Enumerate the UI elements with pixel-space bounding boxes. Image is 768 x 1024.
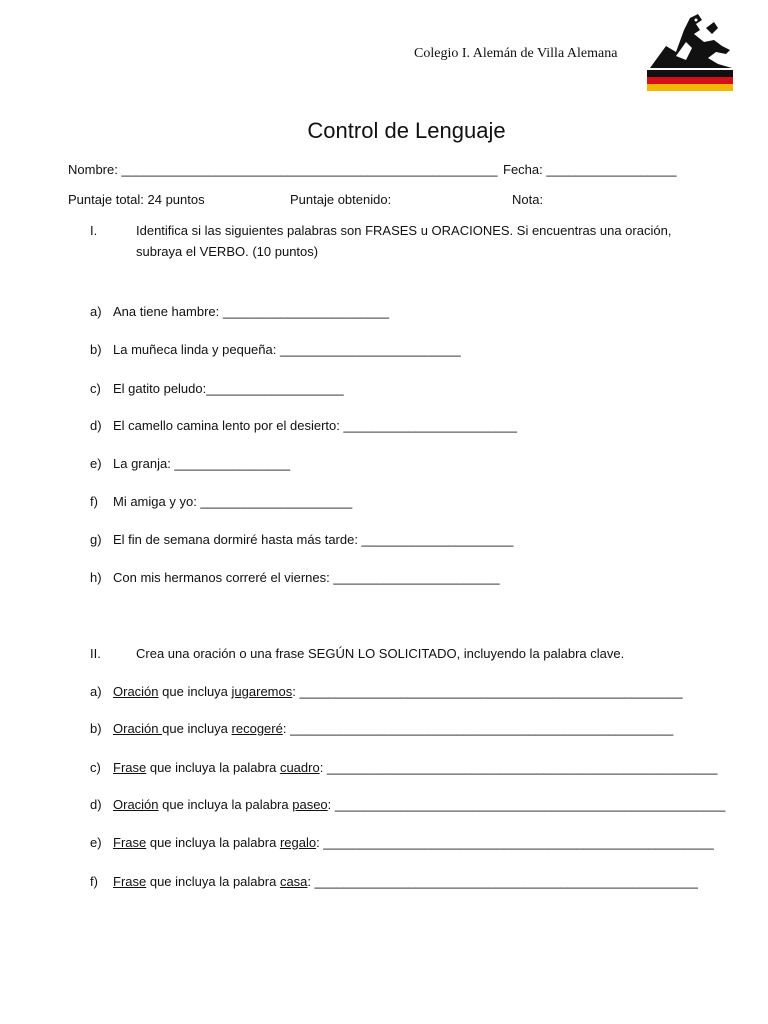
- item-middle: que incluya la palabra: [146, 874, 280, 889]
- section1-instruction-line2: subraya el VERBO. (10 puntos): [136, 244, 319, 259]
- school-name: Colegio I. Alemán de Villa Alemana: [414, 46, 618, 61]
- item-keyword: jugaremos: [231, 684, 293, 699]
- item-letter: c): [90, 381, 101, 396]
- item-keyword: regalo: [279, 835, 317, 850]
- item-keyword: recogeré: [231, 721, 283, 736]
- item-letter: h): [90, 570, 102, 585]
- puntaje-obtenido: Puntaje obtenido:: [290, 192, 392, 207]
- item-middle: que incluya: [162, 721, 232, 736]
- item-letter: a): [90, 304, 102, 319]
- item-keyword: cuadro: [279, 760, 320, 775]
- item-letter: d): [90, 797, 102, 812]
- nombre-field: [68, 162, 497, 177]
- item-text: [113, 684, 683, 699]
- item-tail: : _____________________________________________________: [307, 874, 698, 889]
- item-letter: e): [90, 835, 102, 850]
- item-tail: : ______________________________________________________: [316, 835, 714, 850]
- item-text: Con mis hermanos correré el viernes: _______________________: [113, 570, 500, 585]
- item-text: [113, 874, 698, 889]
- item-text: El gatito peludo:___________________: [113, 381, 344, 396]
- item-middle: que incluya la palabra: [146, 835, 280, 850]
- nombre-label: Nombre:: [68, 162, 118, 177]
- fecha-label: Fecha:: [503, 162, 543, 177]
- item-letter: c): [90, 760, 101, 775]
- item-text: Ana tiene hambre: _______________________: [113, 304, 390, 319]
- nota-field: Nota:: [512, 192, 544, 207]
- page-title: Control de Lenguaje: [307, 118, 506, 143]
- item-letter: a): [90, 684, 102, 699]
- eagle-icon: [646, 12, 732, 70]
- puntaje-total: Puntaje total: 24 puntos: [68, 192, 205, 207]
- item-middle: que incluya: [158, 684, 232, 699]
- item-text: El camello camina lento por el desierto: ________________________: [113, 418, 518, 433]
- item-tail: : _____________________________________________________: [282, 721, 674, 736]
- item-letter: e): [90, 456, 102, 471]
- item-text: [113, 835, 714, 850]
- school-logo: [646, 12, 732, 92]
- item-middle: que incluya la palabra: [158, 797, 293, 812]
- item-letter: d): [90, 418, 102, 433]
- section2-numeral: II.: [90, 646, 101, 661]
- item-type: Oración: [113, 684, 159, 699]
- item-type: Frase: [113, 874, 147, 889]
- section1-numeral: I.: [90, 223, 98, 238]
- item-text: [113, 760, 717, 775]
- item-type: Frase: [113, 835, 147, 850]
- item-letter: f): [90, 494, 98, 509]
- item-tail: : ______________________________________________________: [319, 760, 718, 775]
- section2-instruction: Crea una oración o una frase SEGÚN LO SOLICITADO, incluyendo la palabra clave.: [136, 646, 625, 661]
- flag-stripe-red: [647, 77, 733, 84]
- item-letter: b): [90, 342, 102, 357]
- item-text: [113, 721, 673, 736]
- nombre-line: ____________________________________________________: [121, 162, 498, 177]
- section1-instruction-line1: Identifica si las siguientes palabras son FRASES u ORACIONES. Si encuentras una oración,: [136, 223, 672, 238]
- item-text: El fin de semana dormiré hasta más tarde: _____________________: [113, 532, 514, 547]
- item-letter: g): [90, 532, 102, 547]
- item-text: La granja: ________________: [113, 456, 291, 471]
- item-text: [113, 797, 725, 812]
- item-keyword: paseo: [292, 797, 328, 812]
- item-keyword: casa: [279, 874, 308, 889]
- fecha-field: [503, 162, 677, 177]
- item-middle: que incluya la palabra: [146, 760, 280, 775]
- item-letter: b): [90, 721, 102, 736]
- item-letter: f): [90, 874, 98, 889]
- item-type: Oración: [113, 797, 159, 812]
- item-text: La muñeca linda y pequeña: _________________________: [113, 342, 461, 357]
- fecha-line: __________________: [546, 162, 677, 177]
- item-text: Mi amiga y yo: _____________________: [113, 494, 353, 509]
- item-tail: : ______________________________________________________: [327, 797, 726, 812]
- item-type: Frase: [113, 760, 147, 775]
- item-type: Oración: [113, 721, 163, 736]
- item-tail: : _____________________________________________________: [292, 684, 683, 699]
- flag-stripe-gold: [647, 84, 733, 91]
- flag-stripe-black: [647, 70, 733, 77]
